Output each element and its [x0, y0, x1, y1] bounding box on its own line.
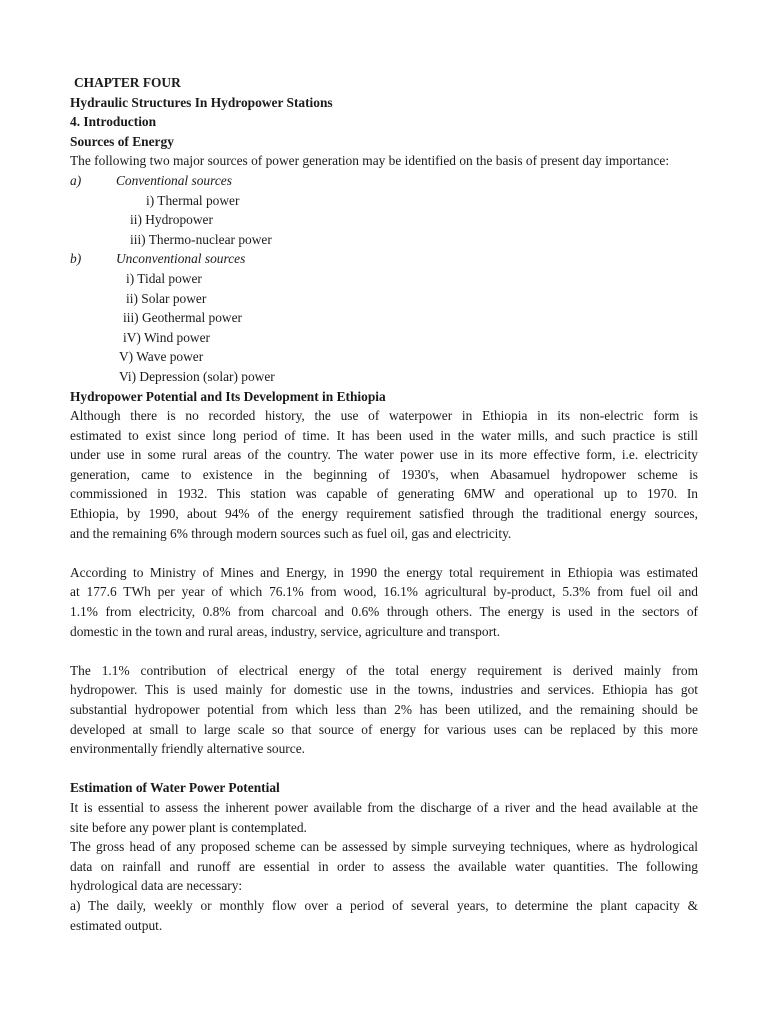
paragraph-line: data on rainfall and runoff are essential in order to assess the available water quantities. The following	[70, 858, 698, 874]
paragraph-line: 1.1% from electricity, 0.8% from charcoal and 0.6% through others. The energy is used in the sectors of	[70, 604, 698, 620]
paragraph-line: Ethiopia, by 1990, about 94% of the energy requirement satisfied through the traditional energy sources,	[70, 506, 698, 522]
paragraph-line: environmentally friendly alternative source.	[70, 741, 305, 757]
paragraph-line: and the remaining 6% through modern sources such as fuel oil, gas and electricity.	[70, 525, 512, 541]
paragraph-line: estimated to exist since long period of time. It has been used in the water mills, and such practice is still	[70, 427, 698, 443]
list-marker: b)	[70, 251, 82, 267]
paragraph-gross-head	[70, 837, 698, 896]
sources-intro: The following two major sources of power generation may be identified on the basis of present day importance:	[70, 153, 670, 169]
paragraph-line: under use in some rural areas of the country. The water power use in its more effective form, i.e. electricity	[70, 447, 698, 463]
paragraph-line: The 1.1% contribution of electrical energy of the total energy requirement is derived mainly from	[70, 662, 698, 678]
paragraph-line: substantial hydropower potential from which less than 2% has been utilized, and the remaining should be	[70, 702, 698, 717]
section-heading: 4. Introduction	[70, 114, 157, 130]
list-label: Unconventional sources	[116, 251, 246, 267]
paragraph-line: commissioned in 1932. This station was capable of generating 6MW and operational up to 1970. In	[70, 486, 698, 502]
list-label: Conventional sources	[116, 172, 232, 188]
paragraph-line: generation, came to existence in the beginning of 1930's, when Abasamuel hydropower scheme is	[70, 466, 698, 482]
paragraph-line: The gross head of any proposed scheme can be assessed by simple surveying techniques, where as hydrological	[70, 839, 698, 855]
conventional-heading	[70, 171, 698, 191]
paragraph-flow-data	[70, 896, 698, 935]
chapter-title: Hydraulic Structures In Hydropower Stations	[70, 94, 333, 110]
list-item: ii) Solar power	[126, 290, 207, 306]
list-item: ii) Hydropower	[130, 212, 213, 228]
paragraph-line: According to Ministry of Mines and Energy, in 1990 the energy total requirement in Ethiopia was estimated	[70, 564, 698, 580]
list-item: Vi) Depression (solar) power	[119, 368, 275, 384]
chapter-heading: CHAPTER FOUR	[74, 75, 181, 90]
ethiopia-heading: Hydropower Potential and Its Development in Ethiopia	[70, 388, 386, 404]
paragraph-ethiopia-history	[70, 406, 698, 543]
paragraph-line: at 177.6 TWh per year of which 76.1% from wood, 16.1% agricultural by-product, 5.3% from fuel oil and	[70, 584, 698, 600]
list-item: i) Thermal power	[146, 192, 240, 208]
sources-heading: Sources of Energy	[70, 133, 174, 149]
paragraph-line: hydropower. This is used mainly for domestic use in the towns, industries and services. Ethiopia has got	[70, 682, 698, 698]
document-body	[70, 73, 698, 935]
paragraph-electrical-contribution	[70, 661, 698, 759]
list-item: iii) Thermo-nuclear power	[130, 231, 272, 247]
paragraph-line: domestic in the town and rural areas, industry, service, agriculture and transport.	[70, 623, 501, 639]
paragraph-line: a) The daily, weekly or monthly flow over a period of several years, to determine the plant capacity &	[70, 897, 698, 913]
paragraph-line: hydrological data are necessary:	[70, 878, 243, 894]
unconventional-heading	[70, 249, 698, 269]
list-item: i) Tidal power	[126, 270, 202, 286]
paragraph-line: estimated output.	[70, 917, 163, 933]
list-item: V) Wave power	[119, 349, 204, 365]
paragraph-line: Although there is no recorded history, the use of waterpower in Ethiopia in its non-electric form is	[70, 408, 698, 424]
paragraph-energy-requirement	[70, 563, 698, 641]
paragraph-line: It is essential to assess the inherent power available from the discharge of a river and the head available at the	[70, 799, 698, 815]
list-item: iV) Wind power	[123, 329, 210, 345]
list-marker: a)	[70, 172, 82, 188]
paragraph-line: developed at small to large scale so that source of energy for various uses can be replaced by this more	[70, 721, 698, 737]
paragraph-assessment	[70, 798, 698, 837]
list-item: iii) Geothermal power	[123, 310, 242, 326]
paragraph-line: site before any power plant is contemplated.	[70, 819, 307, 835]
estimation-heading: Estimation of Water Power Potential	[70, 780, 280, 796]
